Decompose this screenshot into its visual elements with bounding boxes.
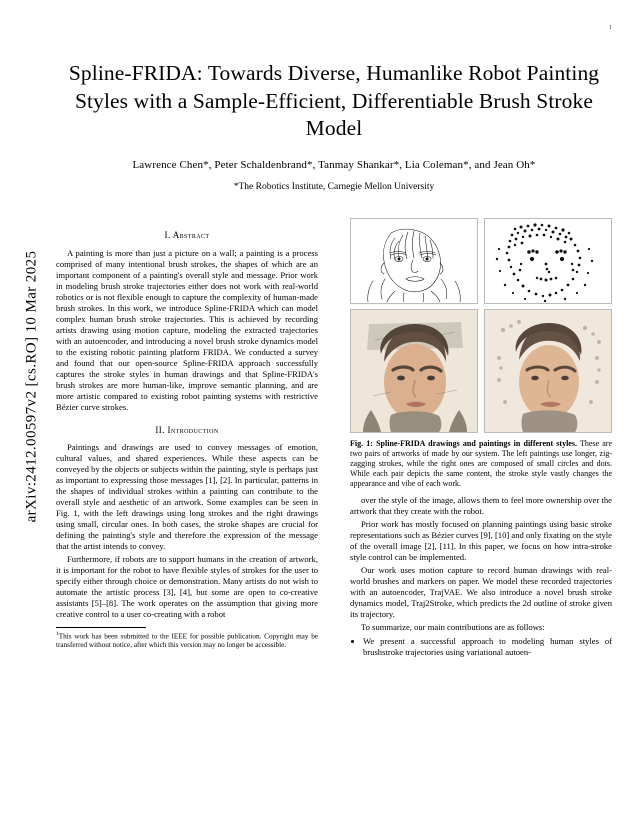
figure-caption-label: Fig. 1: xyxy=(350,439,373,448)
two-column-body xyxy=(56,218,612,814)
line-drawing-long-strokes xyxy=(350,218,478,304)
painting-circular-strokes xyxy=(484,309,612,433)
author-list: Lawrence Chen*, Peter Schaldenbrand*, Tanmay Shankar*, Lia Coleman*, and Jean Oh* xyxy=(132,158,536,171)
figure-caption-text: These are two pairs of artworks of made by our system. The left paintings use longer, zig-zagging strokes, while the right ones are composed of small circles and dots. While each pair depicts the same content, the stroke style vastly changes the appearance and vibe of each work. xyxy=(350,439,612,488)
page-number: 1 xyxy=(608,24,612,31)
figure-row-paintings xyxy=(350,309,612,433)
footnote-text: This work has been submitted to the IEEE for possible publication. Copyright may be transferred without notice, after which this version may no longer be accessible. xyxy=(56,632,318,650)
right-paragraph-1: over the style of the image, allows them to feel more ownership over the artwork that they create with the robot. xyxy=(350,495,612,516)
arxiv-stamp: arXiv:2412.00597v2 [cs.RO] 10 Mar 2025 xyxy=(23,250,40,523)
footnote xyxy=(56,631,318,650)
painting-long-strokes-svg xyxy=(351,310,478,432)
footnote-divider xyxy=(56,627,146,628)
paper-content xyxy=(56,52,612,812)
page-title: Spline-FRIDA: Towards Diverse, Humanlike Robot Painting Styles with a Sample-Efficient, Differentiable Brush Stroke Model xyxy=(68,61,600,141)
right-column xyxy=(350,218,612,658)
figure-caption-bold: Spline-FRIDA drawings and paintings in different styles. xyxy=(376,439,577,448)
figure-caption xyxy=(350,439,612,489)
right-paragraph-2: Prior work has mostly focused on planning paintings using basic stroke representations such as Bézier curves [9], [10] and only fixating on the style of the overall image [2], [11]. In this paper, we focus on how intra-stroke style control can be implemented. xyxy=(350,519,612,562)
intro-paragraph-2: Furthermore, if robots are to support humans in the creation of artwork, it is important for the robot to have flexible styles of strokes for the user to specify either through choice or demonstration. Many artists do not wish to automate the artistic process [3], [4], but some are open to co-creative assistants [5]–[8]. The work operates on the assumption that giving more creative control to a user co-creating with a robot xyxy=(56,554,318,620)
right-paragraph-4: To summarize, our main contributions are as follows: xyxy=(361,622,545,632)
section-heading-abstract: I. Abstract xyxy=(164,230,210,240)
footnote-marker: 1 xyxy=(56,631,59,638)
right-paragraph-3: Our work uses motion capture to record human drawings with real-world brushes and markers on paper. We model these recorded trajectories with an autoencoder, TrajVAE. We also introduce a novel brush stroke dynamics model, Traj2Stroke, which predicts the 2d outline of stroke given its trajectory. xyxy=(350,565,612,619)
painting-circular-strokes-svg xyxy=(485,310,612,432)
figure-1 xyxy=(350,218,612,489)
abstract-paragraph: A painting is more than just a picture on a wall; a painting is a process comprised of many intentional brush strokes, the shapes of which are an important component of a painting's overall style and message. Prior work in modeling brush stroke trajectories either does not work with real-world robotics or is not flexible enough to capture the complexity of human-made brush strokes. In this work, we introduce Spline-FRIDA which can model complex human brush stroke trajectories. This is achieved by recording artists drawing using motion capture, modeling the extracted trajectories with an autoencoder, and introducing a novel brush stroke dynamics model to the existing robotic painting platform FRIDA. We conducted a survey and found that our open-source Spline-FRIDA approach successfully captures the stroke styles in human drawings and that Spline-FRIDA's brush strokes are more human-like, improve semantic planning, and are more artistic compared to existing robot painting systems with restrictive Bézier curve strokes. xyxy=(56,247,318,412)
dot-drawing-circular-strokes xyxy=(484,218,612,304)
left-column xyxy=(56,218,318,650)
figure-row-drawings xyxy=(350,218,612,304)
painting-long-strokes xyxy=(350,309,478,433)
list-item: • We present a successful approach to modeling human styles of brushstroke trajectories using variational autoen- xyxy=(363,636,612,658)
stipple-face-svg xyxy=(485,219,612,303)
long-stroke-face-svg xyxy=(351,219,478,303)
contributions-list xyxy=(350,636,612,658)
intro-paragraph-1: Paintings and drawings are used to convey messages of emotion, cultural values, and shared experiences. While these aspects can be conveyed by the objects or subjects within the painting, style is perhaps just as important to expressing those messages [1], [2]. In particular, patterns in the shapes of individual strokes within a painting can contribute to the overall style and aesthetic of an artwork. Some examples can be seen in Fig. 1, with the left drawings using long strokes and the right drawings using small, circular ones. In both cases, the stroke shapes are crucial for defining the painting's style and therefore the expression of the message that the artist intends to convey. xyxy=(56,442,318,552)
section-heading-introduction: II. Introduction xyxy=(155,424,219,435)
affiliation: *The Robotics Institute, Carnegie Mellon University xyxy=(233,181,435,192)
